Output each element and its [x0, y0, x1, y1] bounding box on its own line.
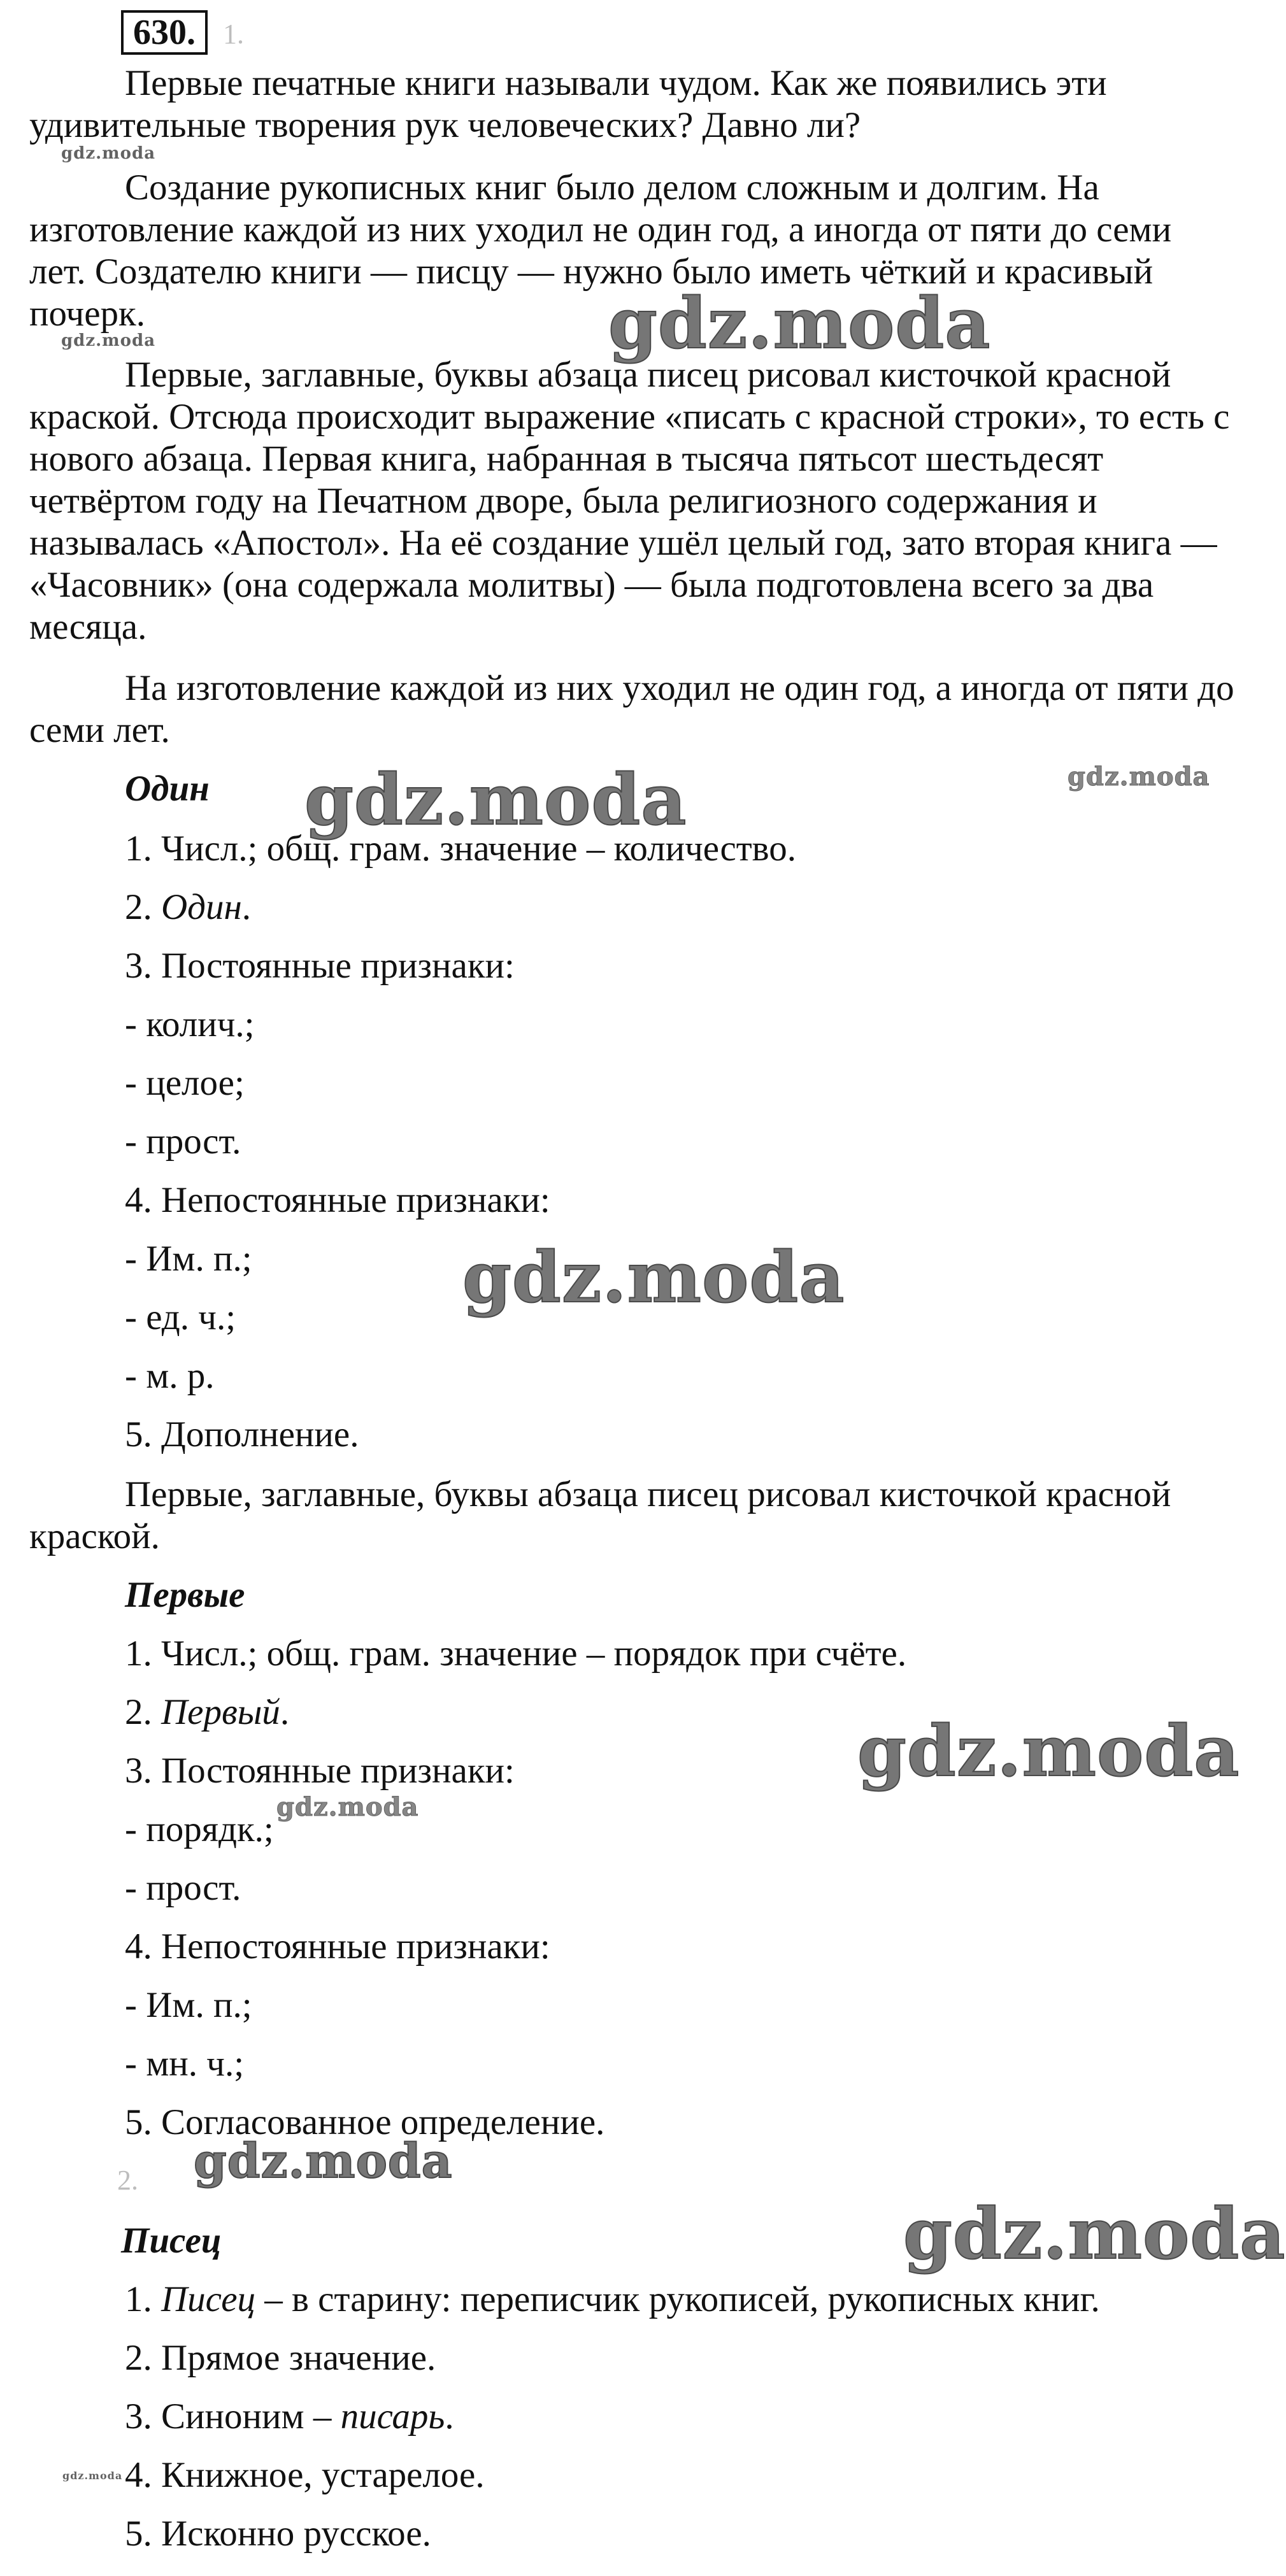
word1-heading: Один	[125, 769, 210, 809]
word2-line-6: 4. Непостоянные признаки:	[125, 1926, 550, 1967]
intro-line-12: «Часовник» (она содержала молитвы) — была подготовлена всего за два	[29, 565, 1154, 605]
watermark: gdz.moda	[62, 2470, 123, 2482]
word1-line-5: - целое;	[125, 1063, 245, 1103]
watermark: gdz.moda	[462, 1236, 845, 1318]
intro-line-10: четвёртом году на Печатном дворе, была религиозного содержания и	[29, 481, 1097, 521]
watermark: gdz.moda	[304, 758, 687, 841]
word1-line-11: 5. Дополнение.	[125, 1414, 359, 1455]
intro-line-2: удивительные творения рук человеческих? Давно ли?	[29, 105, 861, 145]
sentence2-line-1: Первые, заглавные, буквы абзаца писец рисовал кисточкой красной	[125, 1474, 1171, 1514]
word1-line-9: - ед. ч.;	[125, 1297, 236, 1337]
watermark: gdz.moda	[857, 1710, 1240, 1792]
word3-line-4: 4. Книжное, устарелое.	[125, 2455, 485, 2495]
word3-line-1: 1. Писец – в старину: переписчик рукописей, рукописных книг.	[125, 2279, 1100, 2319]
word1-line-7: 4. Непостоянные признаки:	[125, 1180, 550, 1220]
sentence1-line-1: На изготовление каждой из них уходил не один год, а иногда от пяти до	[125, 668, 1234, 708]
part-marker-1: 1.	[223, 18, 244, 50]
sentence2-line-2: краской.	[29, 1516, 160, 1556]
watermark: gdz.moda	[1068, 762, 1210, 792]
word3-heading: Писец	[121, 2221, 222, 2261]
intro-line-11: называлась «Апостол». На её создание ушёл целый год, зато вторая книга —	[29, 523, 1217, 563]
word2-line-9: 5. Согласованное определение.	[125, 2102, 605, 2142]
intro-line-3: Создание рукописных книг было делом сложным и долгим. На	[125, 167, 1099, 208]
intro-line-6: почерк.	[29, 294, 145, 334]
word1-line-1: 1. Числ.; общ. грам. значение – количество.	[125, 829, 796, 869]
part-marker-2: 2.	[117, 2165, 138, 2196]
intro-line-7: Первые, заглавные, буквы абзаца писец рисовал кисточкой красной	[125, 355, 1171, 395]
word3-line-2: 2. Прямое значение.	[125, 2338, 436, 2378]
word3-line-5: 5. Исконно русское.	[125, 2514, 431, 2554]
word1-line-10: - м. р.	[125, 1356, 215, 1396]
watermark: gdz.moda	[903, 2193, 1286, 2275]
watermark: gdz.moda	[61, 331, 156, 350]
sentence1-line-2: семи лет.	[29, 710, 170, 750]
word2-line-7: - Им. п.;	[125, 1985, 252, 2025]
watermark: gdz.moda	[61, 144, 156, 163]
word2-line-5: - прост.	[125, 1868, 241, 1908]
intro-line-9: нового абзаца. Первая книга, набранная в тысяча пятьсот шестьдесят	[29, 439, 1104, 479]
intro-line-13: месяца.	[29, 607, 147, 647]
word2-line-1: 1. Числ.; общ. грам. значение – порядок при счёте.	[125, 1633, 907, 1674]
word1-line-6: - прост.	[125, 1121, 241, 1162]
word1-line-2: 2. Один.	[125, 887, 252, 927]
watermark: gdz.moda	[194, 2134, 453, 2189]
word2-line-8: - мн. ч.;	[125, 2044, 245, 2084]
word1-line-4: - колич.;	[125, 1004, 255, 1044]
word1-line-8: - Им. п.;	[125, 1239, 252, 1279]
intro-line-4: изготовление каждой из них уходил не один год, а иногда от пяти до семи	[29, 210, 1172, 250]
word1-line-3: 3. Постоянные признаки:	[125, 946, 515, 986]
watermark: gdz.moda	[608, 282, 991, 364]
word2-heading: Первые	[125, 1575, 245, 1615]
intro-line-1: Первые печатные книги называли чудом. Как же появились эти	[125, 63, 1107, 103]
word2-line-3: 3. Постоянные признаки:	[125, 1751, 515, 1791]
word2-line-4: - порядк.;	[125, 1809, 274, 1849]
word2-line-2: 2. Первый.	[125, 1692, 290, 1732]
intro-line-5: лет. Создателю книги — писцу — нужно было иметь чёткий и красивый	[29, 252, 1154, 292]
intro-line-8: краской. Отсюда происходит выражение «писать с красной строки», то есть с	[29, 397, 1230, 437]
watermark: gdz.moda	[276, 1792, 419, 1822]
word3-line-3: 3. Синоним – писарь.	[125, 2396, 454, 2437]
exercise-number: 630.	[121, 10, 208, 55]
